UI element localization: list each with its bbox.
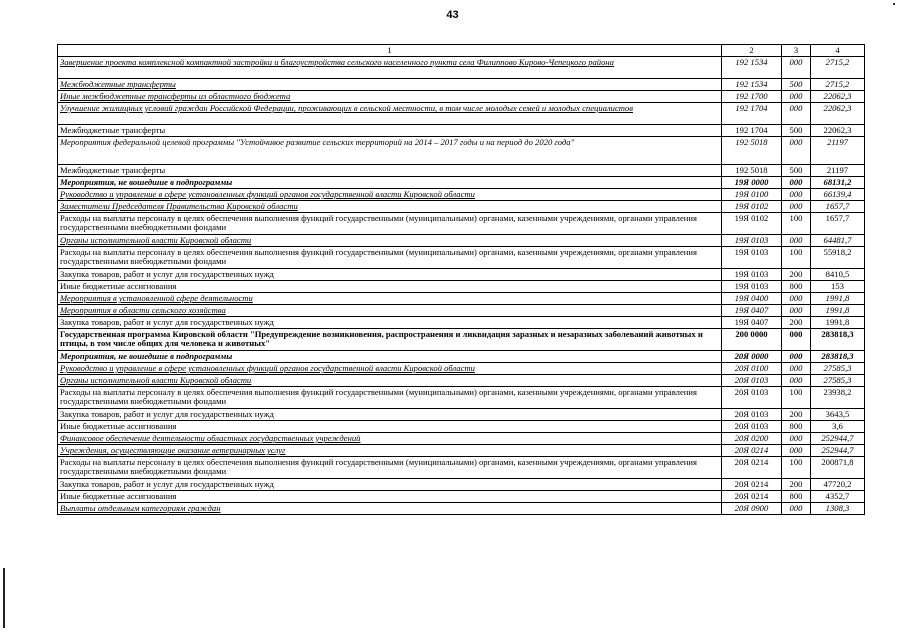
row-sum-cell: 66139,4 — [811, 189, 865, 201]
row-sum-cell: 2715,2 — [811, 79, 865, 91]
row-name-cell: Выплаты отдельным категориям граждан — [58, 503, 722, 515]
table-row — [58, 247, 865, 269]
row-sum-cell: 252944,7 — [811, 445, 865, 457]
row-name-cell: Государственная программа Кировской области "Предупреждение возникновения, распространения и ликвидация заразных и незаразных заболеваний животных и птицы, в том числе общих для человека и животных" — [58, 329, 722, 351]
row-sum-cell: 153 — [811, 281, 865, 293]
row-sum-cell: 1657,7 — [811, 213, 865, 235]
row-type-cell: 000 — [782, 305, 811, 317]
table-row — [58, 91, 865, 103]
row-sum-cell: 64481,7 — [811, 235, 865, 247]
row-code-cell: 19Я 0100 — [722, 189, 782, 201]
row-code-cell: 20Я 0100 — [722, 363, 782, 375]
table-row — [58, 57, 865, 79]
row-code-cell: 19Я 0407 — [722, 305, 782, 317]
row-name-cell: Улучшение жилищных условий граждан Российской Федерации, проживающих в сельской местности, в том числе молодых семей и молодых специалистов — [58, 103, 722, 125]
row-code-cell: 192 1534 — [722, 79, 782, 91]
table-row — [58, 293, 865, 305]
table-row — [58, 363, 865, 375]
column-header-name: 1 — [58, 45, 722, 57]
row-code-cell: 192 1704 — [722, 125, 782, 137]
table-row — [58, 165, 865, 177]
page-number: 43 — [446, 9, 459, 21]
table-row — [58, 375, 865, 387]
row-sum-cell: 22062,3 — [811, 91, 865, 103]
row-name-cell: Межбюджетные трансферты — [58, 79, 722, 91]
row-type-cell: 000 — [782, 235, 811, 247]
row-code-cell: 20Я 0214 — [722, 457, 782, 479]
row-name-cell: Мероприятия федеральной целевой программы "Устойчивое развитие сельских территорий на 2014 – 2017 годы и на период до 2020 года" — [58, 137, 722, 165]
row-code-cell: 20Я 0214 — [722, 479, 782, 491]
row-type-cell: 000 — [782, 189, 811, 201]
row-name-cell: Органы исполнительной власти Кировской области — [58, 375, 722, 387]
row-name-cell: Закупка товаров, работ и услуг для государственных нужд — [58, 269, 722, 281]
table-row — [58, 317, 865, 329]
row-code-cell: 192 1704 — [722, 103, 782, 125]
row-name-cell: Расходы на выплаты персоналу в целях обеспечения выполнения функций государственными (муниципальными) органами, казенными учреждениями, органами управления государственными внебюджетными фондами — [58, 213, 722, 235]
row-code-cell: 19Я 0103 — [722, 281, 782, 293]
table-row — [58, 137, 865, 165]
column-header-type: 3 — [782, 45, 811, 57]
row-sum-cell: 21197 — [811, 137, 865, 165]
table-row — [58, 409, 865, 421]
row-type-cell: 200 — [782, 317, 811, 329]
table-row — [58, 281, 865, 293]
row-type-cell: 000 — [782, 503, 811, 515]
row-sum-cell: 252944,7 — [811, 433, 865, 445]
row-sum-cell: 68131,2 — [811, 177, 865, 189]
row-sum-cell: 23938,2 — [811, 387, 865, 409]
row-type-cell: 500 — [782, 79, 811, 91]
table-row — [58, 103, 865, 125]
row-code-cell: 20Я 0103 — [722, 375, 782, 387]
row-code-cell: 20Я 0214 — [722, 491, 782, 503]
row-name-cell: Закупка товаров, работ и услуг для государственных нужд — [58, 317, 722, 329]
row-type-cell: 100 — [782, 213, 811, 235]
table-row — [58, 421, 865, 433]
row-name-cell: Учреждения, осуществляющие оказание ветеринарных услуг — [58, 445, 722, 457]
row-sum-cell: 4352,7 — [811, 491, 865, 503]
row-code-cell: 19Я 0103 — [722, 247, 782, 269]
table-row — [58, 235, 865, 247]
row-type-cell: 000 — [782, 91, 811, 103]
row-type-cell: 000 — [782, 433, 811, 445]
row-type-cell: 000 — [782, 177, 811, 189]
row-code-cell: 20Я 0000 — [722, 351, 782, 363]
row-code-cell: 19Я 0103 — [722, 235, 782, 247]
table-row — [58, 387, 865, 409]
row-sum-cell: 22062,3 — [811, 103, 865, 125]
row-code-cell: 192 1700 — [722, 91, 782, 103]
row-type-cell: 000 — [782, 201, 811, 213]
row-code-cell: 200 0000 — [722, 329, 782, 351]
row-code-cell: 19Я 0103 — [722, 269, 782, 281]
row-type-cell: 800 — [782, 421, 811, 433]
row-type-cell: 000 — [782, 293, 811, 305]
row-sum-cell: 27585,3 — [811, 375, 865, 387]
row-name-cell: Закупка товаров, работ и услуг для государственных нужд — [58, 479, 722, 491]
row-name-cell: Межбюджетные трансферты — [58, 165, 722, 177]
row-name-cell: Мероприятия, не вошедшие в подпрограммы — [58, 351, 722, 363]
row-type-cell: 500 — [782, 165, 811, 177]
row-sum-cell: 1991,8 — [811, 293, 865, 305]
row-type-cell: 500 — [782, 125, 811, 137]
row-sum-cell: 47720,2 — [811, 479, 865, 491]
row-code-cell: 20Я 0200 — [722, 433, 782, 445]
row-type-cell: 100 — [782, 387, 811, 409]
table-row — [58, 445, 865, 457]
row-sum-cell: 283818,3 — [811, 329, 865, 351]
table-row — [58, 189, 865, 201]
row-type-cell: 000 — [782, 375, 811, 387]
row-name-cell: Расходы на выплаты персоналу в целях обеспечения выполнения функций государственными (муниципальными) органами, казенными учреждениями, органами управления государственными внебюджетными фондами — [58, 387, 722, 409]
row-name-cell: Органы исполнительной власти Кировской области — [58, 235, 722, 247]
row-name-cell: Завершение проекта комплексной компактной застройки и благоустройства сельского населенного пункта села Филиппово Кирово-Чепецкого района — [58, 57, 722, 79]
row-code-cell: 192 5018 — [722, 165, 782, 177]
row-sum-cell: 27585,3 — [811, 363, 865, 375]
table-row — [58, 213, 865, 235]
table-row — [58, 457, 865, 479]
row-sum-cell: 283818,3 — [811, 351, 865, 363]
row-sum-cell: 3,6 — [811, 421, 865, 433]
budget-table-body — [58, 45, 865, 515]
row-code-cell: 19Я 0102 — [722, 201, 782, 213]
row-sum-cell: 8410,5 — [811, 269, 865, 281]
row-name-cell: Финансовое обеспечение деятельности областных государственных учреждений — [58, 433, 722, 445]
row-type-cell: 800 — [782, 281, 811, 293]
table-row — [58, 351, 865, 363]
row-name-cell: Мероприятия в установленной сфере деятельности — [58, 293, 722, 305]
row-code-cell: 19Я 0102 — [722, 213, 782, 235]
budget-table — [57, 44, 865, 515]
row-type-cell: 000 — [782, 137, 811, 165]
row-code-cell: 19Я 0000 — [722, 177, 782, 189]
row-type-cell: 200 — [782, 479, 811, 491]
row-type-cell: 000 — [782, 57, 811, 79]
row-name-cell: Межбюджетные трансферты — [58, 125, 722, 137]
row-type-cell: 000 — [782, 103, 811, 125]
row-name-cell: Мероприятия в области сельского хозяйства — [58, 305, 722, 317]
column-header-sum: 4 — [811, 45, 865, 57]
column-header-code: 2 — [722, 45, 782, 57]
row-sum-cell: 200871,8 — [811, 457, 865, 479]
row-name-cell: Расходы на выплаты персоналу в целях обеспечения выполнения функций государственными (муниципальными) органами, казенными учреждениями, органами управления государственными внебюджетными фондами — [58, 247, 722, 269]
table-row — [58, 503, 865, 515]
row-type-cell: 100 — [782, 457, 811, 479]
row-code-cell: 20Я 0103 — [722, 421, 782, 433]
row-code-cell: 20Я 0103 — [722, 409, 782, 421]
row-type-cell: 100 — [782, 247, 811, 269]
table-row — [58, 269, 865, 281]
row-code-cell: 19Я 0400 — [722, 293, 782, 305]
row-name-cell: Расходы на выплаты персоналу в целях обеспечения выполнения функций государственными (муниципальными) органами, казенными учреждениями, органами управления государственными внебюджетными фондами — [58, 457, 722, 479]
table-row — [58, 125, 865, 137]
row-name-cell: Мероприятия, не вошедшие в подпрограммы — [58, 177, 722, 189]
table-row — [58, 79, 865, 91]
scan-edge-mark — [3, 568, 5, 628]
row-code-cell: 20Я 0214 — [722, 445, 782, 457]
row-name-cell: Заместители Председателя Правительства Кировской области — [58, 201, 722, 213]
row-name-cell: Иные бюджетные ассигнования — [58, 281, 722, 293]
row-name-cell: Закупка товаров, работ и услуг для государственных нужд — [58, 409, 722, 421]
row-sum-cell: 2715,2 — [811, 57, 865, 79]
row-sum-cell: 21197 — [811, 165, 865, 177]
row-sum-cell: 1991,8 — [811, 317, 865, 329]
row-code-cell: 192 5018 — [722, 137, 782, 165]
row-type-cell: 000 — [782, 329, 811, 351]
scan-speck — [893, 3, 895, 5]
row-sum-cell: 1991,8 — [811, 305, 865, 317]
row-sum-cell: 22062,3 — [811, 125, 865, 137]
row-type-cell: 000 — [782, 445, 811, 457]
row-name-cell: Руководство и управление в сфере установленных функций органов государственной власти Кировской области — [58, 189, 722, 201]
table-row — [58, 305, 865, 317]
row-type-cell: 200 — [782, 409, 811, 421]
table-row — [58, 433, 865, 445]
row-sum-cell: 1657,7 — [811, 201, 865, 213]
row-code-cell: 192 1534 — [722, 57, 782, 79]
row-sum-cell: 1308,3 — [811, 503, 865, 515]
row-type-cell: 000 — [782, 363, 811, 375]
row-code-cell: 20Я 0103 — [722, 387, 782, 409]
row-type-cell: 200 — [782, 269, 811, 281]
row-name-cell: Иные бюджетные ассигнования — [58, 421, 722, 433]
row-name-cell: Руководство и управление в сфере установленных функций органов государственной власти Кировской области — [58, 363, 722, 375]
row-type-cell: 800 — [782, 491, 811, 503]
table-row — [58, 491, 865, 503]
table-row — [58, 201, 865, 213]
row-code-cell: 20Я 0900 — [722, 503, 782, 515]
row-sum-cell: 3643,5 — [811, 409, 865, 421]
table-header-row — [58, 45, 865, 57]
table-row — [58, 329, 865, 351]
row-name-cell: Иные межбюджетные трансферты из областного бюджета — [58, 91, 722, 103]
row-name-cell: Иные бюджетные ассигнования — [58, 491, 722, 503]
row-code-cell: 19Я 0407 — [722, 317, 782, 329]
row-sum-cell: 55918,2 — [811, 247, 865, 269]
row-type-cell: 000 — [782, 351, 811, 363]
table-row — [58, 479, 865, 491]
table-row — [58, 177, 865, 189]
